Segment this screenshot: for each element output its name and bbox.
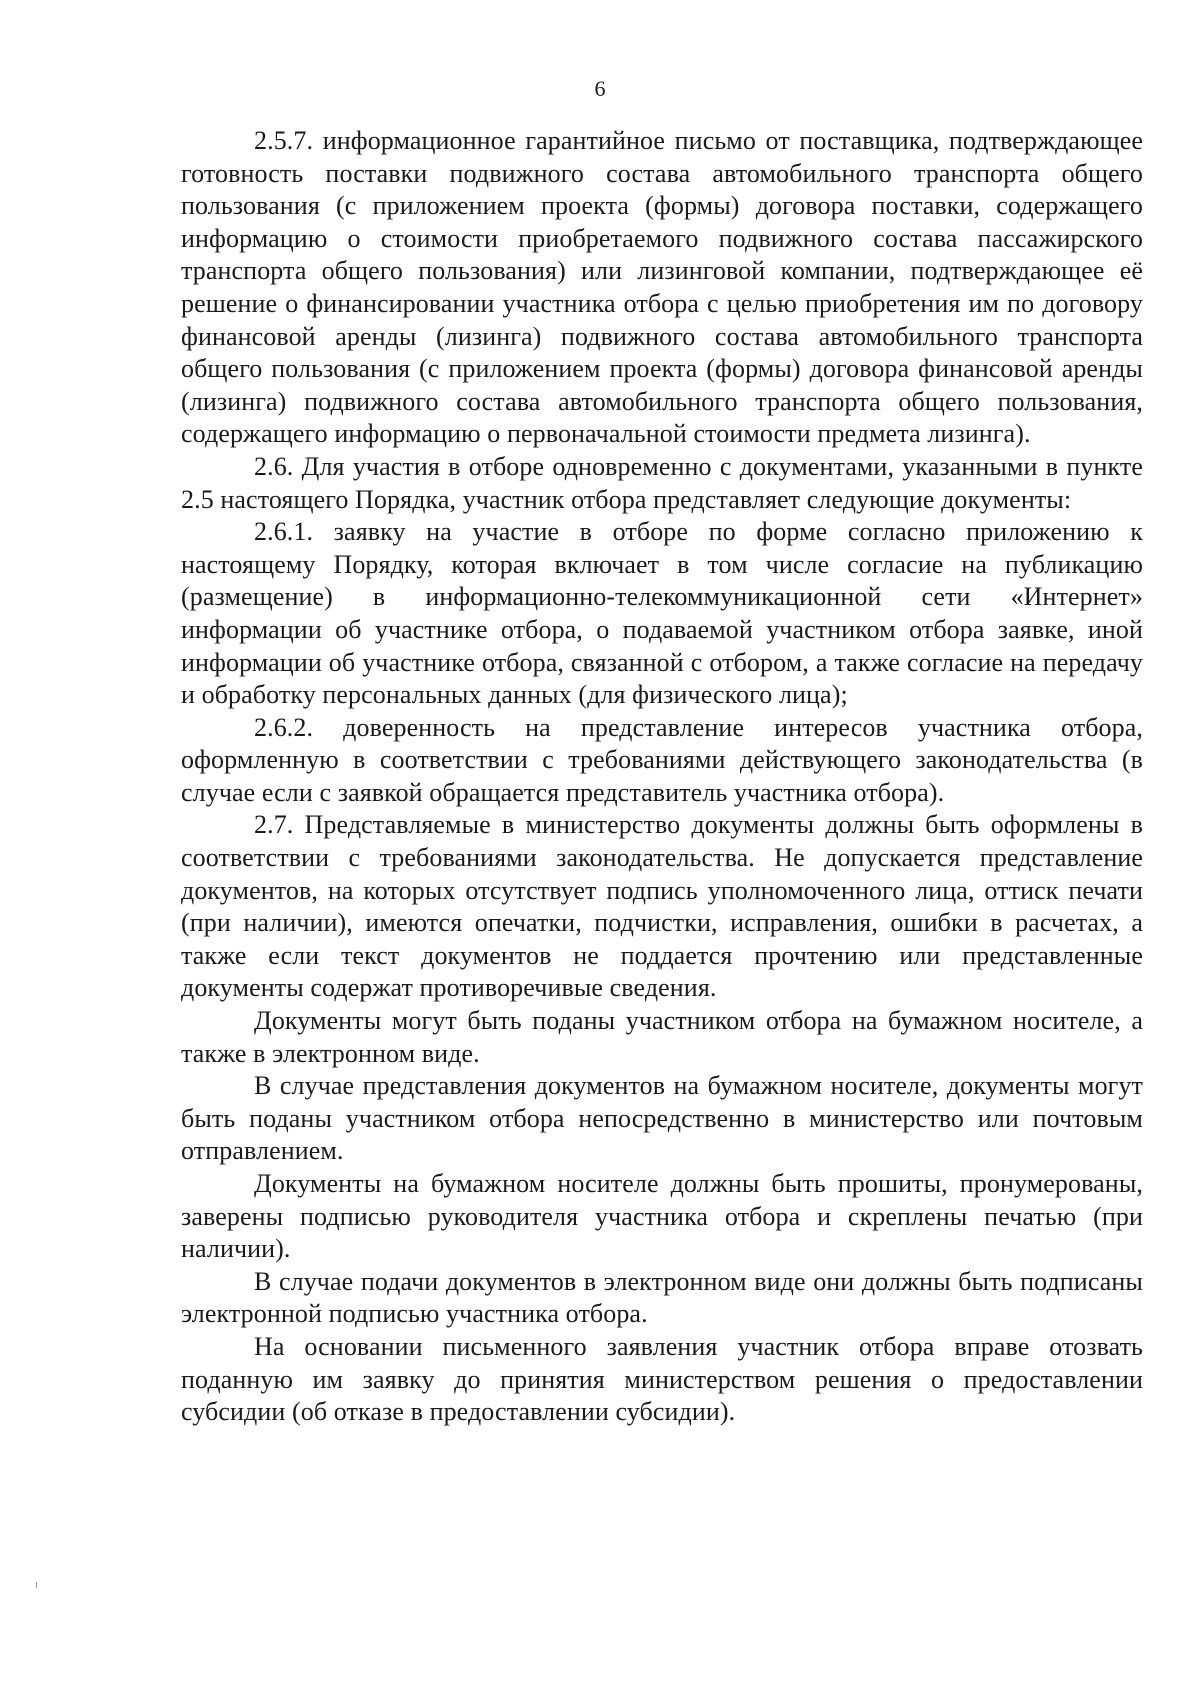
document-body	[181, 125, 1143, 1429]
paragraph-2-6-2: 2.6.2. доверенность на представление интересов участника отбора, оформленную в соответствии с требованиями действующего законодательства (в случае если с заявкой обращается представитель участника отбора).	[181, 712, 1143, 807]
paragraph-2-5-7: 2.5.7. информационное гарантийное письмо от поставщика, подтверждающее готовность поставки подвижного состава автомобильного транспорта общего пользования (с приложением проекта (формы) договора поставки, содержащего информацию о стоимости приобретаемого подвижного состава пассажирского транспорта общего пользования) или лизинговой компании, подтверждающее её решение о финансировании участника отбора с целью приобретения им по договору финансовой аренды (лизинга) подвижного состава автомобильного транспорта общего пользования (с приложением проекта (формы) договора финансовой аренды (лизинга) подвижного состава автомобильного транспорта общего пользования, содержащего информацию о первоначальной стоимости предмета лизинга).	[181, 126, 1143, 449]
paragraph-paper-requirements: Документы на бумажном носителе должны быть прошиты, пронумерованы, заверены подписью руководителя участника отбора и скреплены печатью (при наличии).	[181, 1169, 1143, 1264]
paragraph-2-6-1: 2.6.1. заявку на участие в отборе по форме согласно приложению к настоящему Порядку, которая включает в том числе согласие на публикацию (размещение) в информационно-телекоммуникационной сети «Интернет» информации об участнике отбора, о подаваемой участником отбора заявке, иной информации об участнике отбора, связанной с отбором, а также согласие на передачу и обработку персональных данных (для физического лица);	[181, 517, 1143, 710]
paragraph-2-7: 2.7. Представляемые в министерство документы должны быть оформлены в соответствии с требованиями законодательства. Не допускается представление документов, на которых отсутствует подпись уполномоченного лица, оттиск печати (при наличии), имеются опечатки, подчистки, исправления, ошибки в расчетах, а также если текст документов не поддается прочтению или представленные документы содержат противоречивые сведения.	[181, 810, 1143, 1003]
paragraph-paper-submission: В случае представления документов на бумажном носителе, документы могут быть поданы участником отбора непосредственно в министерство или почтовым отправлением.	[181, 1071, 1143, 1166]
page-number: 6	[594, 76, 606, 101]
paragraph-submission-format: Документы могут быть поданы участником отбора на бумажном носителе, а также в электронном виде.	[181, 1006, 1143, 1068]
scan-margin-mark	[36, 1582, 37, 1588]
paragraph-2-6: 2.6. Для участия в отборе одновременно с документами, указанными в пункте 2.5 настоящего Порядка, участник отбора представляет следующие документы:	[181, 451, 1143, 514]
paragraph-withdrawal: На основании письменного заявления участник отбора вправе отозвать поданную им заявку до принятия министерством решения о предоставлении субсидии (об отказе в предоставлении субсидии).	[181, 1331, 1143, 1427]
paragraph-electronic-submission: В случае подачи документов в электронном виде они должны быть подписаны электронной подписью участника отбора.	[181, 1266, 1143, 1329]
